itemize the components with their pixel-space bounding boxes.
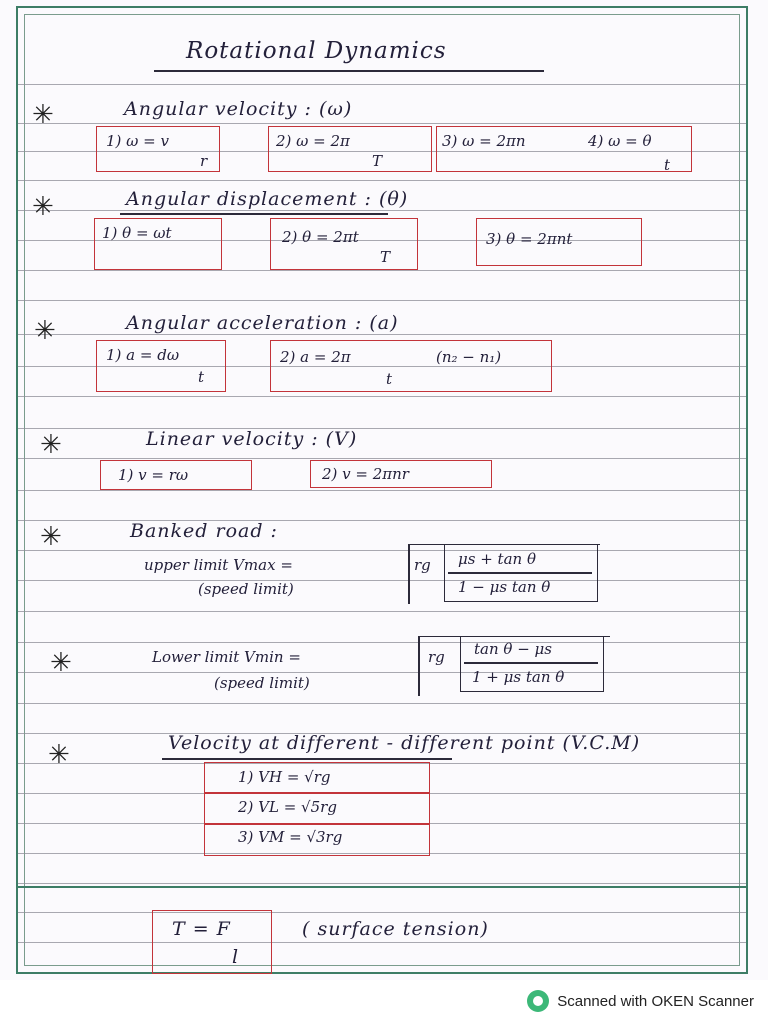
formula-aa-2-den: t [386,370,393,388]
ruled-line [18,210,746,211]
formula-ad-3: 3) θ = 2πnt [486,230,573,248]
formula-surface-tension: T = F [172,918,231,940]
sqrt-stroke [418,636,420,696]
formula-av-3: 3) ω = 2πn [442,132,526,150]
bullet-star-icon: ✳ [32,192,54,222]
upper-denominator: 1 − μs tan θ [458,578,551,596]
bullet-star-icon: ✳ [50,648,72,678]
heading-angular-acceleration: Angular acceleration : (a) [126,312,399,334]
bullet-star-icon: ✳ [40,430,62,460]
ruled-line [18,942,746,943]
formula-aa-1-den: t [198,368,205,386]
scanner-brand-text: Scanned with OKEN Scanner [557,992,754,1010]
table-rule [205,823,429,825]
lower-denominator: 1 + μs tan θ [472,668,565,686]
fraction-bar [464,662,598,664]
formula-lv-2: 2) v = 2πnr [322,465,409,483]
ruled-line [18,580,746,581]
formula-av-1-den: r [200,152,208,170]
sqrt-stroke [408,544,410,604]
formula-av-2-den: T [372,152,383,170]
formula-av-1: 1) ω = v [106,132,169,150]
bullet-star-icon: ✳ [34,316,56,346]
title-underline [154,70,544,72]
scanner-watermark [527,990,754,1012]
formula-ad-1: 1) θ = ωt [102,224,172,242]
formula-av-4: 4) ω = θ [588,132,652,150]
heading-banked-road: Banked road : [130,520,278,542]
formula-av-2: 2) ω = 2π [276,132,350,150]
heading-angular-displacement: Angular displacement : (θ) [126,188,409,210]
vcm-row-2: 2) VL = √5rg [238,798,337,816]
ruled-line [18,703,746,704]
upper-rg: rg [414,556,431,574]
formula-aa-1: 1) a = dω [106,346,180,364]
ruled-line [18,334,746,335]
section-divider [18,886,746,888]
formula-ad-2: 2) θ = 2πt [282,228,359,246]
formula-surface-tension-den: l [232,946,240,968]
page-title: Rotational Dynamics [186,38,447,64]
heading-angular-velocity: Angular velocity : (ω) [124,98,353,120]
ruled-line [18,396,746,397]
upper-numerator: μs + tan θ [458,550,536,568]
surface-tension-note: ( surface tension) [302,918,489,940]
lower-speed-limit: (speed limit) [214,674,310,692]
ruled-line [18,270,746,271]
formula-lv-1: 1) v = rω [118,466,189,484]
ruled-line [18,84,746,85]
lower-limit-label: Lower limit Vmin = [152,648,301,666]
upper-limit-label: upper limit Vmax = [144,556,293,574]
ruled-line [18,642,746,643]
ruled-line [18,672,746,673]
lower-numerator: tan θ − μs [474,640,552,658]
fraction-bar [448,572,592,574]
upper-speed-limit: (speed limit) [198,580,294,598]
ruled-line [18,490,746,491]
oken-logo-icon [527,990,549,1012]
bullet-star-icon: ✳ [32,100,54,130]
vcm-row-1: 1) VH = √rg [238,768,331,786]
ruled-line [18,300,746,301]
ruled-line [18,912,746,913]
formula-ad-2-den: T [380,248,391,266]
ruled-line [18,520,746,521]
ruled-line [18,550,746,551]
heading-linear-velocity: Linear velocity : (V) [146,428,358,450]
vcm-row-3: 3) VM = √3rg [238,828,343,846]
heading-underline [120,213,388,215]
formula-aa-2-paren: (n₂ − n₁) [436,348,502,366]
lower-rg: rg [428,648,445,666]
ruled-line [18,123,746,124]
formula-aa-2: 2) a = 2π [280,348,351,366]
table-rule [205,792,429,794]
ruled-line [18,883,746,884]
formula-av-4-den: t [664,156,671,174]
heading-vcm: Velocity at different - different point (V.C.M) [168,732,641,754]
ruled-line [18,458,746,459]
ruled-line [18,611,746,612]
ruled-line [18,428,746,429]
ruled-line [18,180,746,181]
heading-underline [162,758,452,760]
bullet-star-icon: ✳ [40,522,62,552]
bullet-star-icon: ✳ [48,740,70,770]
